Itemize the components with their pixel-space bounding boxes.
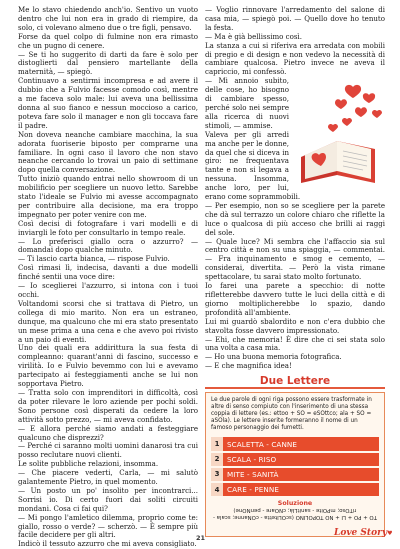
puzzle-title-rule [205,387,385,389]
row-words: MITE - SANITÀ [227,469,279,479]
paragraph: Forse da quel colpo di fulmine non era rimasto che un pugno di cenere. [18,31,198,50]
paragraph: Non doveva neanche cambiare macchina, la sua adorata fuoriserie biposto per comprarne una familiare. In ogni caso il lavoro che non stavo neanche cercando lo trovai un paio di settimane dopo quella conversazione. [18,129,198,175]
paragraph: Valeva per gli arredi ma anche per le donne, da quel che si diceva in giro: ne frequentava tante e non si legava a nessuna. Insomma, anche loro, per lui, erano come soprammobili. [205,129,301,202]
paragraph: Lui mi guardò sbalordito e non c'era dubbio che stavolta fosse davvero impressionato. [205,316,385,335]
puzzle-title: Due Lettere [259,375,331,387]
paragraph: — E allora perché siamo andati a festeggiare qualcuno che disprezzi? [18,423,198,442]
due-lettere-puzzle-box [205,392,388,538]
heart-icon: ♥ [387,530,393,537]
paragraph: — Mi annoio subito, delle cose, ho bisogno di cambiare spesso, perché solo nei sempre alla ricerca di nuovi stimoli, — ammise. [205,76,289,130]
row-number: 4 [211,483,223,496]
solution-text-upside-down: TO + PO + LI + NO TOPOLINO (scOLItetta - cONanne; scala - riTOso; mPOite - sanitLIà; cNOare - penNOne) [213,507,377,521]
paragraph: La stanza a cui si riferiva era arredata con mobili di pregio e di design e non vedevo la necessità di cambiare qualcosa. Pietro invece ne aveva il capriccio, mi confessò. [205,40,385,77]
paragraph: Continuavo a sentirmi incompresa e ad avere il dubbio che a Fulvio facesse comodo così, mentre a me faceva solo male: lui aveva una bellissima donna al suo fianco e nessun moccioso a carico, poteva fare solo il manager e non gli toccava fare il padre. [18,76,198,130]
paragraph: — Un posto un po' insolito per incontrarci... Sorrisi io. Di certo fuori dai soliti circuiti mondani. Cosa ci fai qui? [18,485,198,513]
solution-heading: Soluzione [277,500,313,508]
paragraph: — Lo preferisci giallo ocra o azzurro? — domandai dopo qualche minuto. [18,236,198,255]
row-words: CARE - PENNE [227,485,280,495]
paragraph: — E che magnifica idea! [205,361,292,371]
paragraph: — Se ti ho suggerito di darti da fare è solo per distoglierti dal pensiero martellante della maternità, — spiegò. [18,49,198,77]
row-number: 1 [211,437,223,450]
paragraph: — Perché ci saranno molti uomini danarosi tra cui posso reclutare nuovi clienti. [18,441,198,460]
puzzle-row [211,468,379,481]
paragraph: — Ma è già bellissimo così. [205,31,302,41]
puzzle-row [211,437,379,450]
puzzle-row [211,483,379,496]
brand-text: Love Story [334,528,388,538]
paragraph: Le solite pubbliche relazioni, insomma. [18,459,159,469]
paragraph: — Quale luce? Mi sembra che l'affaccio sia sul centro città e non su una spiaggia, — commentai. — Fra inquinamento e smog e cemento, — considerai, divertita. — Però la vista rimane spettacolare, tu sarai stato molto fortunato. [205,236,385,282]
puzzle-instructions: Le due parole di ogni riga possono essere trasformate in altre di senso compiuto con l'inserimento di una stessa coppia di lettere (es.: ettoo + SO = eSOttco; ala + SO = aSOla). Le lettere inserite formeranno il nome di un famoso personaggio dei fumetti. [211,397,372,432]
story-column-right [205,6,385,371]
paragraph: Tutto iniziò quando entrai nello showroom di un mobilificio per scegliere un nuovo letto. Sarebbe stato l'ideale se Fulvio mi avesse accompagnato per contribuire alla decisione, ma era troppo impegnato per poter venire con me. [18,174,198,219]
row-words: SCALA - RISO [227,454,277,464]
open-book-hearts-icon [293,79,385,185]
paragraph: Voltandomi scorsi che si trattava di Pietro, un collega di mio marito. Non era un estraneo, dunque, ma qualcuno che mi era stato presentato un mese prima a una cena e che avevo poi rivisto a un paio di eventi. [18,298,198,344]
paragraph: — Voglio rinnovare l'arredamento del salone di casa mia, — spiegò poi. — Quello dove ho tenuto la festa. [205,5,385,32]
row-number: 3 [211,468,223,481]
paragraph: Io farei una parete a specchio: di notte rifletterebbe davvero tutte le luci della città e di giorno moltiplicherebbe lo spazio, dando profondità all'ambiente. [205,281,385,317]
paragraph: Indicò il tessuto azzurro che mi aveva consigliato. [18,539,197,549]
paragraph: — Che piacere vederti, Carla, — mi salutò galantemente Pietro, in quel momento. [18,468,198,487]
paragraph: — Mi pongo l'amletico dilemma, proprio come te: giallo, rosso o verde? — scherzò. — È sempre più facile decidere per gli altri. [18,512,198,540]
story-column-left [18,6,198,549]
page-number: 21 [196,534,206,542]
paragraph: Così decisi di fotografare i vari modelli e di inviargli le foto per consultarlo in tempo reale. [18,218,198,237]
paragraph: — Ehi, che memoria! È dire che ci sei stata solo una volta a casa mia. [205,334,385,353]
paragraph: Così rimasi lì, indecisa, davanti a due modelli finché sentii una voce dire: [18,263,198,282]
magazine-brand-logo [334,528,392,538]
book-hearts-illustration [293,79,385,185]
paragraph: Uno dei quali era addirittura la sua festa di compleanno: quarant'anni di fascino, successo e virilità. Io e Fulvio bevemmo con lui e avevamo partecipato ai festeggiamenti anche se lui non sopportava Pietro. [18,343,198,389]
paragraph: — Io sceglierei l'azzurro, si intona con i tuoi occhi. [18,281,198,299]
paragraph: — Ho una buona memoria fotografica. [205,352,342,362]
paragraph: — Per esempio, non so se scegliere per la parete che dà sul terrazzo un colore chiaro che riflette la luce o qualcosa di più acceso che brilli ai raggi del sole. [205,200,385,237]
paragraph: Me lo stavo chiedendo anch'io. Sentivo un vuoto dentro che lui non era in grado di riempire, da solo, ci volevano almeno due o tre figli, pensavo. [18,5,198,32]
row-number: 2 [211,453,223,466]
puzzle-row [211,453,379,466]
row-words: SCALETTA - CANNE [227,439,298,449]
paragraph: — Tratta solo con imprenditori in difficoltà, così da poter rilevare le loro aziende per pochi soldi. Sono persone così disperati da cedere la loro attività sotto prezzo, — mi aveva confidato. [18,387,198,424]
paragraph: — Ti lascio carta bianca, — rispose Fulvio. [18,254,170,264]
